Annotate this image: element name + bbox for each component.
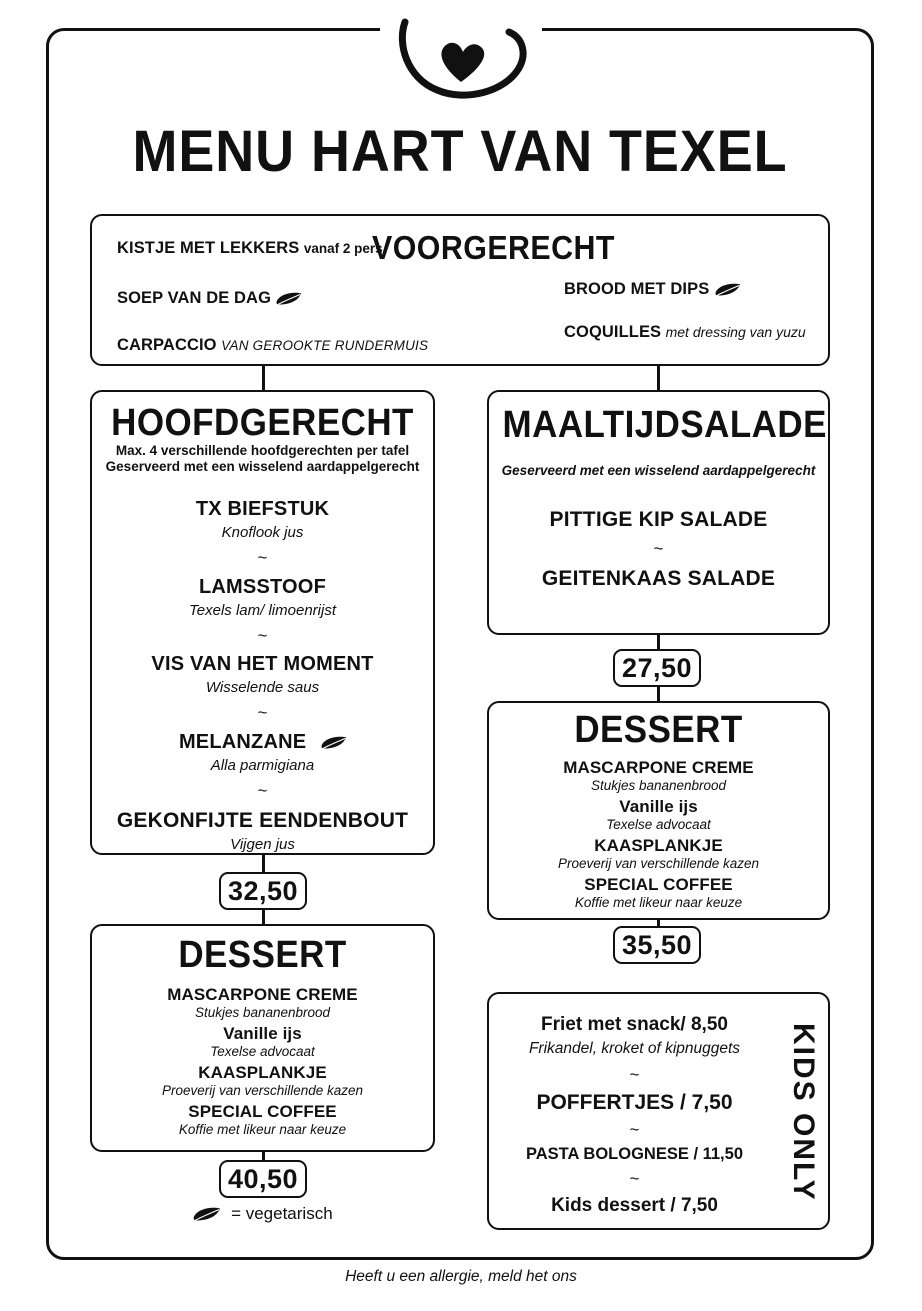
dish-name: LAMSSTOOF [199, 575, 326, 598]
dish-sub: Knoflook jus [221, 523, 304, 541]
leaf-icon [714, 282, 740, 297]
dessert-item-name: Vanille ijs [619, 797, 698, 816]
voorgerecht-item-brood [564, 280, 740, 299]
separator: ~ [653, 539, 664, 558]
dessert-item-name: KAASPLANKJE [198, 1063, 327, 1082]
voorgerecht-item-kistje [117, 239, 386, 258]
item-sub: vanaf 2 pers. [303, 241, 387, 256]
page-title: MENU HART VAN TEXEL [132, 119, 788, 184]
item-name: SOEP VAN DE DAG [117, 289, 272, 307]
dish-name: PITTIGE KIP SALADE [549, 508, 768, 531]
maaltijdsalade-price: 27,50 [613, 649, 701, 687]
item-name: CARPACCIO [117, 336, 217, 354]
separator: ~ [629, 1169, 640, 1189]
dessert-item-name: SPECIAL COFFEE [188, 1102, 337, 1121]
dessert-left-section [90, 924, 435, 1152]
separator: ~ [257, 781, 268, 800]
hoofdgerecht-price: 32,50 [219, 872, 307, 910]
connector-price-dessert-right [657, 687, 660, 701]
kids-item-name: POFFERTJES / 7,50 [536, 1090, 733, 1114]
dessert-item-sub: Koffie met likeur naar keuze [574, 895, 743, 910]
connector-left [262, 366, 265, 390]
kids-item-sub: Frikandel, kroket of kipnuggets [528, 1040, 741, 1057]
kids-only-label: KIDS ONLY [787, 1022, 820, 1202]
dish-sub: Alla parmigiana [210, 757, 315, 774]
item-sub: VAN GEROOKTE RUNDERMUIS [221, 338, 429, 353]
separator: ~ [257, 625, 268, 645]
voorgerecht-heading: VOORGERECHT [372, 229, 615, 266]
dish-name: MELANZANE [178, 731, 307, 753]
item-name: KISTJE MET LEKKERS [117, 239, 300, 257]
maaltijdsalade-note: Geserveerd met een wisselend aardappelgerecht [501, 463, 816, 478]
legend-text: = vegetarisch [231, 1204, 333, 1223]
dish-sub: Texels lam/ limoenrijst [189, 601, 336, 619]
connector-dessert-left-price [262, 1152, 265, 1160]
dessert-item-sub: Stukjes bananenbrood [194, 1005, 331, 1020]
kids-item-name: Friet met snack/ 8,50 [541, 1014, 728, 1035]
dish-sub: Vijgen jus [230, 835, 295, 853]
allergy-footer: Heeft u een allergie, meld het ons [345, 1268, 577, 1285]
connector-price-dessert [262, 910, 265, 924]
voorgerecht-item-soep [117, 289, 301, 308]
dish-name: TX BIEFSTUK [195, 497, 330, 520]
hoofdgerecht-section [90, 390, 435, 855]
leaf-icon [275, 291, 301, 306]
dish-name: GEKONFIJTE EENDENBOUT [116, 808, 409, 832]
separator: ~ [257, 547, 268, 567]
separator: ~ [629, 1119, 640, 1139]
kids-section [487, 992, 830, 1230]
dessert-item-sub: Texelse advocaat [210, 1044, 315, 1059]
dish-sub: Wisselende saus [205, 679, 320, 697]
leaf-icon [192, 1206, 222, 1224]
dessert-item-name: SPECIAL COFFEE [584, 875, 733, 894]
leaf-icon [320, 735, 346, 750]
heart-logo-icon [393, 16, 529, 108]
hoofdgerecht-note-1: Max. 4 verschillende hoofdgerechten per tafel [115, 443, 410, 458]
item-sub: met dressing van yuzu [665, 324, 806, 340]
dish-name: GEITENKAAS SALADE [541, 566, 776, 590]
connector-right [657, 366, 660, 390]
dish-name: VIS VAN HET MOMENT [151, 653, 374, 676]
maaltijdsalade-heading: MAALTIJDSALADE [502, 404, 827, 446]
dessert-item-sub: Proeverij van verschillende kazen [161, 1083, 364, 1098]
voorgerecht-item-coquilles [564, 323, 806, 342]
dessert-item-sub: Koffie met likeur naar keuze [178, 1122, 347, 1137]
dessert-item-name: Vanille ijs [223, 1024, 302, 1043]
dessert-heading: DESSERT [574, 709, 743, 751]
vegetarian-legend [90, 1204, 435, 1224]
item-name: COQUILLES [564, 323, 662, 341]
separator: ~ [257, 703, 268, 723]
hoofdgerecht-note-2: Geserveerd met een wisselend aardappelgerecht [105, 459, 420, 475]
dessert-item-sub: Proeverij van verschillende kazen [557, 856, 760, 871]
dessert-right-section [487, 701, 830, 920]
voorgerecht-section [90, 214, 830, 366]
dessert-right-price: 35,50 [613, 926, 701, 964]
voorgerecht-item-carpaccio [117, 336, 428, 355]
dessert-item-name: KAASPLANKJE [594, 836, 723, 855]
dessert-item-name: MASCARPONE CREME [167, 985, 358, 1004]
dessert-item-name: MASCARPONE CREME [563, 758, 754, 777]
item-name: BROOD MET DIPS [564, 280, 710, 298]
maaltijdsalade-section [487, 390, 830, 635]
dessert-left-price: 40,50 [219, 1160, 307, 1198]
connector-hoofd-price [262, 855, 265, 873]
hoofdgerecht-heading: HOOFDGERECHT [111, 402, 414, 444]
dessert-heading: DESSERT [178, 934, 347, 976]
dish-name-melanzane [92, 731, 433, 754]
dessert-item-sub: Stukjes bananenbrood [590, 778, 727, 793]
kids-item-name: Kids dessert / 7,50 [551, 1195, 718, 1217]
connector-salade-price [657, 635, 660, 649]
kids-item-name: PASTA BOLOGNESE / 11,50 [525, 1145, 743, 1164]
dessert-item-sub: Texelse advocaat [606, 817, 711, 832]
separator: ~ [629, 1065, 640, 1084]
